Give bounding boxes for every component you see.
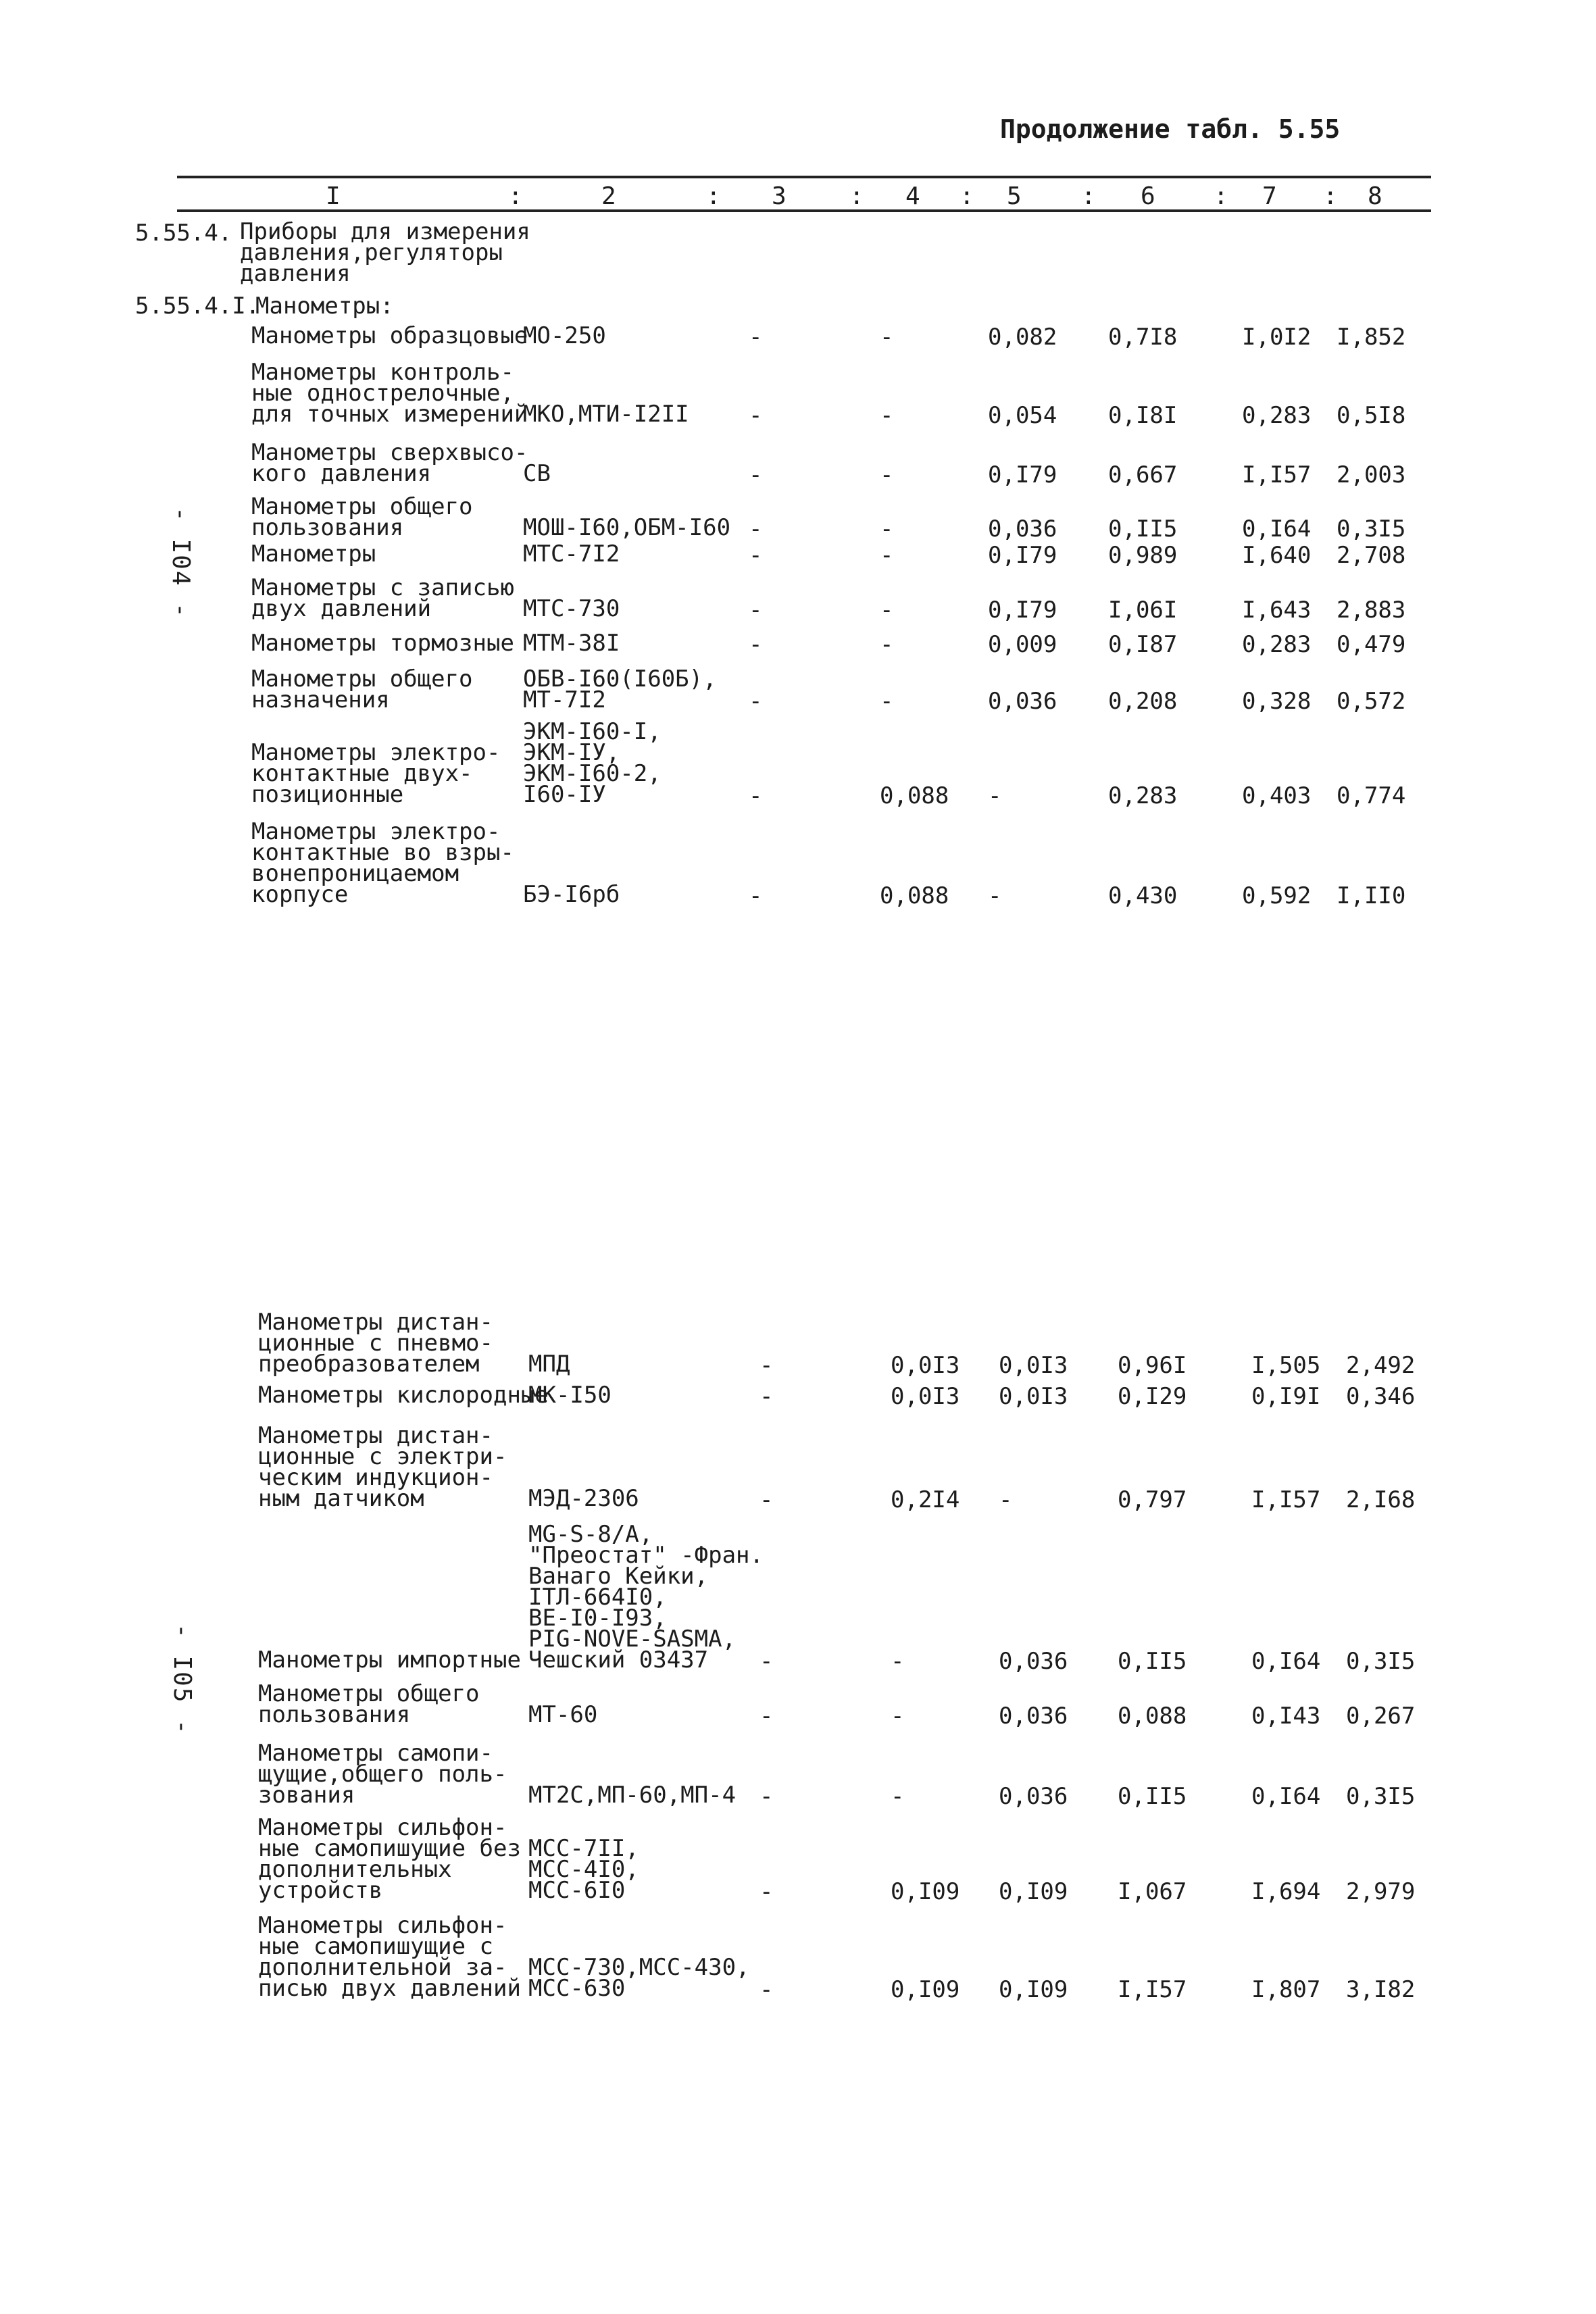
col-8-value: 0,346 xyxy=(1346,1383,1416,1410)
section-label: Манометры: xyxy=(255,293,394,320)
item-name-line: Манометры дистан- xyxy=(258,1309,493,1336)
item-name-line: Манометры сверхвысо- xyxy=(251,439,528,466)
item-name-line: дополнительных xyxy=(258,1856,452,1883)
item-name-line: ционные с пневмо- xyxy=(258,1330,493,1357)
col-4-value: 0,I09 xyxy=(891,1878,960,1905)
item-name-line: Манометры образцовые xyxy=(251,322,528,349)
header-separator: : xyxy=(959,182,974,210)
col-6-value: I,06I xyxy=(1108,597,1178,624)
item-name xyxy=(258,1422,507,1512)
col-3-value: - xyxy=(749,631,763,658)
col-7-value: 0,I64 xyxy=(1251,1783,1321,1810)
col-5-value: 0,036 xyxy=(999,1783,1068,1810)
item-type xyxy=(523,322,606,349)
item-type-line: "Преостат" -Фран. xyxy=(528,1542,764,1569)
header-col-2: 2 xyxy=(601,182,616,210)
item-type-line: ЭКМ-I60-I, xyxy=(523,718,662,745)
item-name xyxy=(251,665,473,713)
item-name xyxy=(251,439,528,487)
item-type xyxy=(528,1351,570,1378)
col-5-value: - xyxy=(999,1486,1013,1513)
section-code-5-55-4: 5.55.4. xyxy=(135,220,232,247)
col-6-value: 0,7I8 xyxy=(1108,324,1178,351)
item-type xyxy=(523,514,731,541)
col-5-value: - xyxy=(988,782,1002,809)
col-5-value: 0,I79 xyxy=(988,461,1057,488)
item-type-line: Чешский 03437 xyxy=(528,1646,709,1674)
item-type-line: СВ xyxy=(523,460,551,487)
col-7-value: 0,I64 xyxy=(1251,1648,1321,1675)
item-name-line: кого давления xyxy=(251,460,432,487)
col-3-value: - xyxy=(759,1352,774,1379)
col-8-value: 0,774 xyxy=(1337,782,1406,809)
item-type-line: МТМ-38I xyxy=(523,630,620,657)
col-3-value: - xyxy=(749,461,763,488)
col-6-value: I,I57 xyxy=(1118,1976,1187,2003)
section-title-line: Приборы для измерения xyxy=(240,218,530,245)
col-6-value: 0,430 xyxy=(1108,882,1178,909)
col-5-value: 0,I09 xyxy=(999,1976,1068,2003)
item-name xyxy=(251,574,514,622)
col-5-value: 0,036 xyxy=(988,515,1057,543)
item-type-line: МОШ-I60,ОБМ-I60 xyxy=(523,514,731,541)
col-3-value: - xyxy=(749,402,763,429)
col-7-value: I,643 xyxy=(1242,597,1312,624)
col-3-value: - xyxy=(759,1878,774,1905)
col-3-value: - xyxy=(759,1976,774,2003)
col-4-value: - xyxy=(891,1648,905,1675)
col-3-value: - xyxy=(759,1383,774,1410)
item-name xyxy=(258,1646,521,1674)
col-4-value: - xyxy=(880,461,894,488)
item-name xyxy=(258,1912,521,2002)
item-name-line: ные однострелочные, xyxy=(251,380,514,407)
col-5-value: 0,036 xyxy=(999,1703,1068,1730)
col-7-value: 0,283 xyxy=(1242,402,1312,429)
item-name-line: ным датчиком xyxy=(258,1485,424,1512)
item-name xyxy=(258,1814,521,1904)
col-7-value: 0,592 xyxy=(1242,882,1312,909)
item-name-line: Манометры электро- xyxy=(251,818,501,845)
col-3-value: - xyxy=(749,515,763,543)
col-5-value: - xyxy=(988,882,1002,909)
item-type xyxy=(528,1701,598,1728)
col-7-value: I,640 xyxy=(1242,542,1312,569)
item-name-line: вонепроницаемом xyxy=(251,860,459,887)
col-3-value: - xyxy=(749,688,763,715)
col-5-value: 0,036 xyxy=(988,688,1057,715)
item-name-line: Манометры тормозные xyxy=(251,630,514,657)
col-7-value: 0,403 xyxy=(1242,782,1312,809)
item-name-line: дополнительной за- xyxy=(258,1954,507,1981)
item-type xyxy=(528,1835,639,1904)
item-name-line: контактные во взры- xyxy=(251,839,514,866)
item-type-line: ЭКМ-IУ, xyxy=(523,739,620,766)
col-8-value: 2,708 xyxy=(1337,542,1406,569)
page-title: Продолжение табл. 5.55 xyxy=(1000,114,1341,144)
item-name-line: устройств xyxy=(258,1877,383,1904)
col-8-value: 0,479 xyxy=(1337,631,1406,658)
col-3-value: - xyxy=(749,597,763,624)
item-type-line: МСС-7II, xyxy=(528,1835,639,1862)
header-col-5: 5 xyxy=(1007,182,1022,210)
header-col-8: 8 xyxy=(1368,182,1382,210)
col-8-value: 2,003 xyxy=(1337,461,1406,488)
col-5-value: 0,054 xyxy=(988,402,1057,429)
item-type-line: ЭКМ-I60-2, xyxy=(523,760,662,787)
item-name-line: Манометры с записью xyxy=(251,574,514,601)
item-name xyxy=(251,359,528,428)
col-6-value: 0,II5 xyxy=(1118,1783,1187,1810)
item-type xyxy=(523,630,620,657)
col-7-value: 0,328 xyxy=(1242,688,1312,715)
col-7-value: 0,283 xyxy=(1242,631,1312,658)
item-type xyxy=(528,1782,737,1809)
col-3-value: - xyxy=(759,1783,774,1810)
item-type-line: PIG-NOVE-SASMA, xyxy=(528,1626,737,1653)
item-type xyxy=(528,1485,639,1512)
col-8-value: 0,3I5 xyxy=(1337,515,1406,543)
item-name xyxy=(251,630,514,657)
item-name xyxy=(258,1680,480,1728)
col-4-value: - xyxy=(880,402,894,429)
col-6-value: 0,96I xyxy=(1118,1352,1187,1379)
section-title-line: давления xyxy=(240,260,351,287)
item-name-line: для точных измерений xyxy=(251,401,528,428)
item-type-line: МПД xyxy=(528,1351,570,1378)
col-4-value: 0,2I4 xyxy=(891,1486,960,1513)
item-type xyxy=(523,401,689,428)
col-8-value: 3,I82 xyxy=(1346,1976,1416,2003)
item-name-line: Манометры общего xyxy=(251,493,473,520)
col-4-value: - xyxy=(880,542,894,569)
item-type-line: МТС-7I2 xyxy=(523,540,620,568)
item-type xyxy=(528,1954,750,2002)
item-name xyxy=(258,1309,493,1378)
col-6-value: 0,I29 xyxy=(1118,1383,1187,1410)
col-6-value: 0,989 xyxy=(1108,542,1178,569)
header-separator: : xyxy=(1214,182,1228,210)
item-name-line: назначения xyxy=(251,686,390,713)
item-name-line: Манометры кислородные xyxy=(258,1382,549,1409)
item-type-line: ОБВ-I60(I60Б), xyxy=(523,665,717,693)
table-header-rule xyxy=(177,209,1431,212)
col-3-value: - xyxy=(749,882,763,909)
col-5-value: 0,0I3 xyxy=(999,1383,1068,1410)
header-separator: : xyxy=(1081,182,1096,210)
col-6-value: 0,283 xyxy=(1108,782,1178,809)
item-type xyxy=(523,460,551,487)
col-8-value: 0,3I5 xyxy=(1346,1783,1416,1810)
item-type xyxy=(523,595,620,622)
item-type xyxy=(523,665,717,713)
col-6-value: I,067 xyxy=(1118,1878,1187,1905)
col-6-value: 0,I8I xyxy=(1108,402,1178,429)
item-name xyxy=(251,493,473,541)
item-type-line: МСС-630 xyxy=(528,1975,626,2002)
item-name-line: корпусе xyxy=(251,881,349,908)
item-type-line: ВЕ-I0-I93, xyxy=(528,1605,667,1632)
col-7-value: 0,I43 xyxy=(1251,1703,1321,1730)
col-5-value: 0,036 xyxy=(999,1648,1068,1675)
col-5-value: 0,082 xyxy=(988,324,1057,351)
col-7-value: I,694 xyxy=(1251,1878,1321,1905)
item-name-line: Манометры дистан- xyxy=(258,1422,493,1449)
item-type-line: БЭ-I6рб xyxy=(523,881,620,908)
item-name-line: ческим индукцион- xyxy=(258,1464,493,1491)
header-col-7: 7 xyxy=(1262,182,1277,210)
header-col-6: 6 xyxy=(1141,182,1155,210)
col-8-value: I,II0 xyxy=(1337,882,1406,909)
col-4-value: - xyxy=(880,324,894,351)
col-4-value: - xyxy=(880,515,894,543)
item-type xyxy=(528,1382,612,1409)
col-4-value: 0,0I3 xyxy=(891,1383,960,1410)
item-type-line: МСС-6I0 xyxy=(528,1877,626,1904)
item-name-line: Манометры общего xyxy=(258,1680,480,1707)
header-col-4: 4 xyxy=(905,182,920,210)
item-name-line: Манометры xyxy=(251,540,376,568)
item-name-line: зования xyxy=(258,1782,355,1809)
item-name-line: ные самопишущие без xyxy=(258,1835,521,1862)
col-3-value: - xyxy=(759,1648,774,1675)
col-3-value: - xyxy=(759,1703,774,1730)
col-4-value: 0,088 xyxy=(880,882,949,909)
col-4-value: 0,088 xyxy=(880,782,949,809)
col-8-value: 2,883 xyxy=(1337,597,1406,624)
header-col-3: 3 xyxy=(772,182,787,210)
col-5-value: 0,I79 xyxy=(988,597,1057,624)
col-7-value: 0,I9I xyxy=(1251,1383,1321,1410)
col-6-value: 0,797 xyxy=(1118,1486,1187,1513)
col-3-value: - xyxy=(749,782,763,809)
header-separator: : xyxy=(508,182,523,210)
col-5-value: 0,I79 xyxy=(988,542,1057,569)
col-4-value: - xyxy=(891,1783,905,1810)
item-name-line: Манометры сильфон- xyxy=(258,1814,507,1841)
col-7-value: I,807 xyxy=(1251,1976,1321,2003)
col-8-value: 2,I68 xyxy=(1346,1486,1416,1513)
col-6-value: 0,II5 xyxy=(1118,1648,1187,1675)
col-5-value: 0,009 xyxy=(988,631,1057,658)
header-col-1: I xyxy=(326,182,341,210)
item-type-line: МЭД-2306 xyxy=(528,1485,639,1512)
item-type xyxy=(528,1521,764,1674)
item-type-line: МСС-730,МСС-430, xyxy=(528,1954,750,1981)
item-name xyxy=(258,1382,549,1409)
item-name-line: Манометры контроль- xyxy=(251,359,514,386)
col-7-value: I,0I2 xyxy=(1242,324,1312,351)
item-name-line: пользования xyxy=(258,1701,411,1728)
item-type xyxy=(523,718,662,808)
col-8-value: I,852 xyxy=(1337,324,1406,351)
col-8-value: 0,572 xyxy=(1337,688,1406,715)
col-4-value: 0,0I3 xyxy=(891,1352,960,1379)
col-5-value: 0,I09 xyxy=(999,1878,1068,1905)
header-separator: : xyxy=(1323,182,1338,210)
item-name-line: Манометры электро- xyxy=(251,739,501,766)
col-6-value: 0,I87 xyxy=(1108,631,1178,658)
col-6-value: 0,667 xyxy=(1108,461,1178,488)
section-code-5-55-4-1: 5.55.4.I. xyxy=(135,293,260,320)
item-name xyxy=(258,1740,507,1809)
item-name-line: контактные двух- xyxy=(251,760,473,787)
col-7-value: I,I57 xyxy=(1251,1486,1321,1513)
col-7-value: I,505 xyxy=(1251,1352,1321,1379)
col-4-value: - xyxy=(880,597,894,624)
col-3-value: - xyxy=(749,542,763,569)
item-name-line: писью двух давлений xyxy=(258,1975,521,2002)
col-8-value: 0,3I5 xyxy=(1346,1648,1416,1675)
col-6-value: 0,II5 xyxy=(1108,515,1178,543)
item-type-line: I60-IУ xyxy=(523,781,606,808)
item-name-line: Манометры импортные xyxy=(258,1646,521,1674)
col-8-value: 0,5I8 xyxy=(1337,402,1406,429)
item-name xyxy=(251,739,501,808)
col-6-value: 0,208 xyxy=(1108,688,1178,715)
item-type-line: МТС-730 xyxy=(523,595,620,622)
item-name-line: преобразователем xyxy=(258,1351,480,1378)
item-type xyxy=(523,881,620,908)
item-type-line: МК-I50 xyxy=(528,1382,612,1409)
item-type-line: МКО,МТИ-I2II xyxy=(523,401,689,428)
col-8-value: 0,267 xyxy=(1346,1703,1416,1730)
page-number-104: - I04 - xyxy=(166,507,195,619)
item-name-line: позиционные xyxy=(251,781,404,808)
col-4-value: - xyxy=(880,688,894,715)
col-3-value: - xyxy=(749,324,763,351)
col-8-value: 2,979 xyxy=(1346,1878,1416,1905)
section-title-line: давления,регуляторы xyxy=(240,239,503,266)
col-4-value: 0,I09 xyxy=(891,1976,960,2003)
item-type-line: МО-250 xyxy=(523,322,606,349)
item-type-line: МСС-4I0, xyxy=(528,1856,639,1883)
col-3-value: - xyxy=(759,1486,774,1513)
item-name-line: Манометры общего xyxy=(251,665,473,693)
item-type-line: Ванаго Кейки, xyxy=(528,1563,709,1590)
col-5-value: 0,0I3 xyxy=(999,1352,1068,1379)
item-name xyxy=(251,540,376,568)
page-number-105: - I05 - xyxy=(168,1624,196,1736)
header-separator: : xyxy=(706,182,721,210)
item-name-line: щущие,общего поль- xyxy=(258,1761,507,1788)
item-name xyxy=(251,322,528,349)
header-separator: : xyxy=(849,182,864,210)
section-title xyxy=(240,218,530,287)
item-name-line: ные самопишущие с xyxy=(258,1933,493,1960)
item-type-line: ITЛ-664I0, xyxy=(528,1584,667,1611)
item-name-line: Манометры сильфон- xyxy=(258,1912,507,1939)
item-name xyxy=(251,818,514,908)
item-type-line: МТ-7I2 xyxy=(523,686,606,713)
item-type-line: МТ2С,МП-60,МП-4 xyxy=(528,1782,737,1809)
table-top-rule xyxy=(177,176,1431,178)
col-7-value: 0,I64 xyxy=(1242,515,1312,543)
item-name-line: двух давлений xyxy=(251,595,432,622)
item-type-line: МG-S-8/А, xyxy=(528,1521,653,1548)
col-6-value: 0,088 xyxy=(1118,1703,1187,1730)
item-name-line: ционные с электри- xyxy=(258,1443,507,1470)
item-type xyxy=(523,540,620,568)
col-4-value: - xyxy=(891,1703,905,1730)
col-7-value: I,I57 xyxy=(1242,461,1312,488)
item-name-line: Манометры самопи- xyxy=(258,1740,493,1767)
col-4-value: - xyxy=(880,631,894,658)
item-type-line: МТ-60 xyxy=(528,1701,598,1728)
item-name-line: пользования xyxy=(251,514,404,541)
col-8-value: 2,492 xyxy=(1346,1352,1416,1379)
